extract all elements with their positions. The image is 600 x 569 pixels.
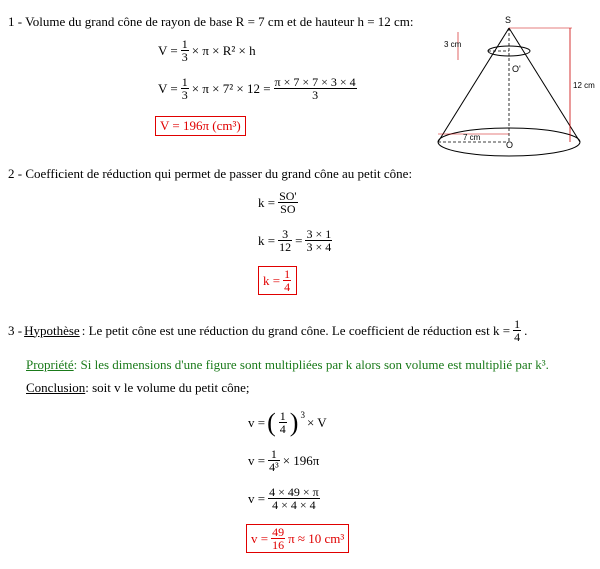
cone-figure [430,10,595,165]
fraction-1-4: $\frac{1}{4}$ [514,317,521,344]
section2-title: 2 - Coefficient de réduction qui permet de passer du grand cône au petit cône: [8,166,413,181]
result-k [258,266,297,295]
property-label: Propriété [26,357,74,372]
hypothesis-label: Hypothèse [24,322,80,338]
v-label: V = [158,42,178,58]
label-height: 12 cm [573,81,595,90]
fraction-simplify-k: $\frac{3 \times 1}{3 \times 4}$ [306,227,332,254]
result-tail: π ≈ 10 cm³ [288,530,345,546]
result-volume-big: V = 196π (cm³) [155,116,246,136]
k-label: k = [258,194,276,210]
fraction-simplify: $\frac{\pi \times 7 \times 7 \times 3 \times 4}{3}$ [274,75,356,102]
formula-rhs: × π × R² × h [191,42,256,58]
fraction-49-16: $\frac{49}{16}$ [272,525,285,552]
result-volume-small [246,524,349,553]
v-label: v = [248,490,266,506]
property-text: : Si les dimensions d'une figure sont multipliées par k alors son volume est multiplié par k³. [73,357,549,372]
label-small-radius: 3 cm [444,40,462,49]
k-label: k = [258,232,276,248]
formula-volume [158,38,256,63]
v-label: v = [251,530,269,546]
formula-mid: × π × 7² × 12 = [191,80,271,96]
formula-k-def [258,190,299,215]
label-big-radius: 7 cm [463,133,481,142]
fraction-1-4: $\frac{1}{4}$ [284,267,291,294]
times-v: × V [306,414,327,430]
section3-hypothesis: 3 - Hypothèse : Le petit cône est une réduction du grand cône. Le coefficient de réduction est k = $\frac{1}{4}$ . [8,317,528,344]
conclusion-text: : soit v le volume du petit cône; [85,380,250,395]
fraction-so: $\frac{SO'}{SO}$ [279,189,297,216]
formula-volume-numeric [158,76,358,101]
fraction-one-third: $\frac{1}{3}$ [181,37,188,64]
exponent: 3 [300,410,305,420]
conclusion-label: Conclusion [26,380,86,395]
label-o-prime: O' [512,64,521,74]
label-o: O [506,140,514,150]
hypothesis-text: : Le petit cône est une réduction du grand cône. Le coefficient de réduction est k = [81,322,511,338]
formula-v-2 [248,448,319,473]
property-line [26,357,549,373]
v-label: V = [158,80,178,96]
v-label: v = [248,414,266,430]
formula-v-3 [248,486,321,511]
fraction-1-4: $\frac{1}{4}$ [279,409,286,436]
section1-title: 1 - Volume du grand cône de rayon de base R = 7 cm et de hauteur h = 12 cm: [8,14,414,29]
formula-v-1: v = ( $\frac{1}{4}$ ) $^3$ × V [248,407,327,437]
label-s: S [505,15,512,25]
equals: = [295,232,303,248]
fraction-simplify-v: $\frac{4 \times 49 \times \pi}{4 \times 4 \times 4}$ [269,485,319,512]
fraction-one-third: $\frac{1}{3}$ [181,75,188,102]
formula-k-numeric [258,228,333,253]
section3-number: 3 - [8,322,23,338]
times-196pi: × 196π [282,452,320,468]
fraction-1-43: $\frac{1}{\text{4³}}$ [269,447,279,474]
fraction-3-12: $\frac{3}{12}$ [279,227,292,254]
v-label: v = [248,452,266,468]
conclusion-line [26,380,250,396]
k-label: k = [263,272,281,288]
